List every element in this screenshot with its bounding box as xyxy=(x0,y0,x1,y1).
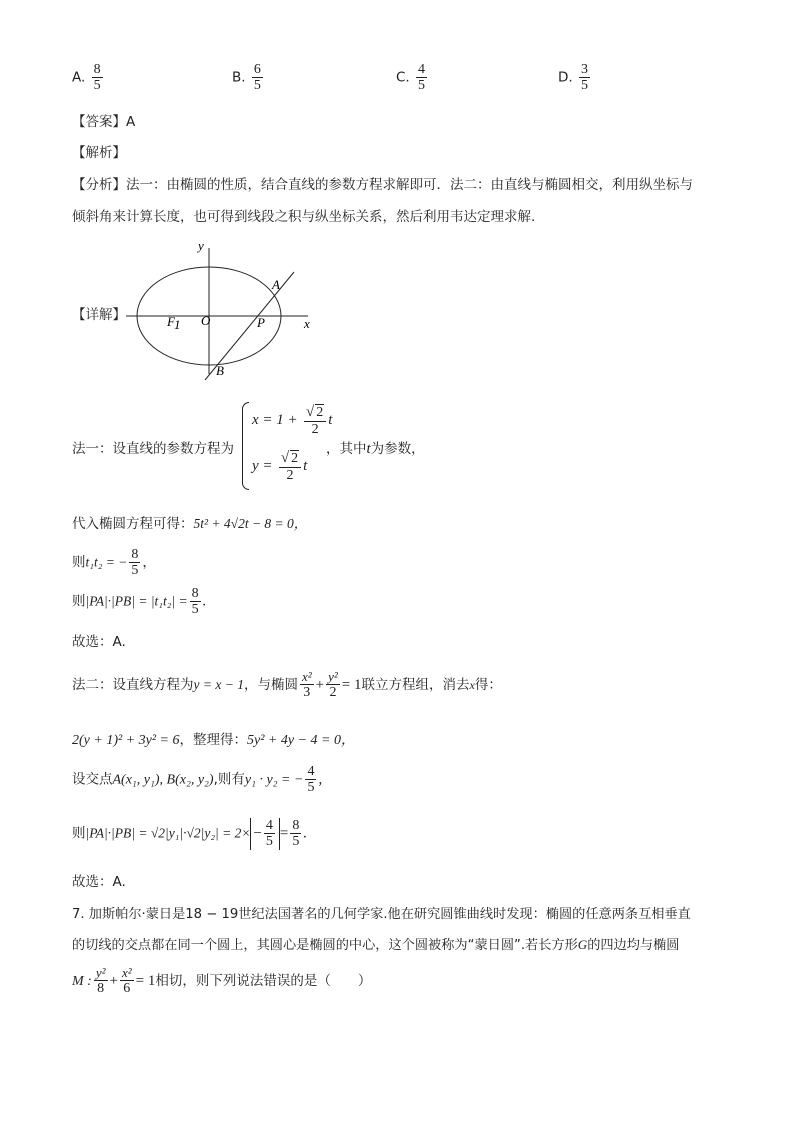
point-p-label: P xyxy=(257,315,265,330)
option-label: C. xyxy=(396,69,410,86)
method2-eq-mid: ，整理得： xyxy=(179,732,247,748)
answer-line xyxy=(72,110,135,130)
method1-res-den: 5 xyxy=(191,602,199,618)
param-t-1: t xyxy=(328,411,333,428)
option-a-den: 5 xyxy=(93,78,101,94)
q7-eq: = 1 xyxy=(135,972,156,989)
method2-res-intro: 则 xyxy=(72,825,86,842)
param-eq-x-left: x = 1 + xyxy=(252,411,298,428)
method2-pts: A(x₁, y₁), B(x₂, y₂) xyxy=(112,772,214,788)
f1-label: F xyxy=(167,314,175,329)
option-b[interactable] xyxy=(232,62,265,94)
method2-pts-den: 5 xyxy=(307,780,315,796)
method2-pts-num: 4 xyxy=(307,764,315,779)
ellipse-figure xyxy=(126,236,322,386)
method1-result-line xyxy=(72,586,206,618)
param-eq-y: y = $\frac{√ 2}{2}$ t xyxy=(252,450,308,483)
q7-y-num: y² xyxy=(95,965,106,980)
method2-choose: 故选：A. xyxy=(72,874,126,890)
f1-subscript: 1 xyxy=(174,317,181,332)
method2-eq-b: 5y² + 4y − 4 = 0， xyxy=(247,733,355,748)
method1-res-intro: 则 xyxy=(72,593,86,610)
method1-sub-intro: 代入椭圆方程可得： xyxy=(72,516,194,532)
method1-prod-den: 5 xyxy=(131,563,139,579)
y-axis-label: y xyxy=(198,238,204,253)
method2-mid: ，与椭圆 xyxy=(243,676,298,693)
x-axis-label: x xyxy=(304,316,310,331)
point-b-label: B xyxy=(216,363,224,378)
q7-line-3-tail: 相切，则下列说法错误的是（ ） xyxy=(155,972,372,989)
method2-res-lhs: |PA|·|PB| = √2|y₁|·√2|y₂| = 2× xyxy=(85,825,251,841)
answer-value: A xyxy=(126,114,136,130)
method1-prod-lhs: t₁t₂ = − xyxy=(85,554,128,570)
method2-tail: 联立方程组，消去 xyxy=(361,676,470,693)
origin-label: O xyxy=(201,313,211,328)
method1-prod-tail: ， xyxy=(142,554,156,571)
method2-eq-a: 2(y + 1)² + 3y² = 6 xyxy=(72,733,180,748)
method2-line-eq: y = x − 1 xyxy=(193,676,244,692)
method1-tail-text-2: 为参数， xyxy=(370,441,425,457)
option-c-den: 5 xyxy=(418,78,426,94)
option-b-num: 6 xyxy=(253,62,261,77)
method2-pts-prod: y₁ · y₂ = − xyxy=(244,772,304,788)
option-label: B. xyxy=(232,69,246,86)
method2-pts-tail: , xyxy=(318,771,323,788)
option-a[interactable] xyxy=(72,62,105,94)
method1-prod-line xyxy=(72,547,156,579)
method2-ell-x-den: 3 xyxy=(303,685,311,701)
q7-line-2 xyxy=(72,934,680,953)
method2-pts-mid: ,则有 xyxy=(213,771,245,788)
method1-choose: 故选：A. xyxy=(72,634,126,650)
option-c-num: 4 xyxy=(418,62,426,77)
q7-plus: + xyxy=(109,972,118,989)
method1-t-var: t xyxy=(366,441,371,457)
q7-line-2-text: 的切线的交点都在同一个圆上，其圆心是椭圆的中心，这个圆被称为“蒙日圆”.若长方形 xyxy=(72,938,578,953)
method1-res-tail: . xyxy=(202,593,207,610)
fenxi-text-1: 法一：由椭圆的性质，结合直线的参数方程求解即可．法二：由直线与椭圆相交，利用纵坐标与 xyxy=(126,177,693,193)
param-eq-x: x = 1 + $\frac{√ 2}{2}$ t xyxy=(252,404,333,437)
q7-x-num: x² xyxy=(121,965,132,980)
answer-tag: 【答案】 xyxy=(72,114,126,130)
method1-res-num: 8 xyxy=(191,586,199,601)
method2-res-abs-den: 5 xyxy=(265,834,273,850)
method2-res-abs-num: 4 xyxy=(265,818,273,833)
method2-intro: 法二：设直线方程为 xyxy=(72,676,194,693)
fenxi-line-2: 倾斜角来计算长度，也可得到线段之积与纵坐标关系，然后利用韦达定理求解. xyxy=(72,209,536,225)
option-c[interactable] xyxy=(396,62,429,94)
param-den-1: 2 xyxy=(311,421,319,437)
analysis-tag: 【解析】 xyxy=(72,145,126,161)
method2-pts-intro: 设交点 xyxy=(72,771,113,788)
method2-res-tail: . xyxy=(303,825,308,842)
q7-x-den: 6 xyxy=(123,981,131,997)
method2-tail-2: 得： xyxy=(474,676,502,693)
method1-prod-intro: 则 xyxy=(72,554,86,571)
method2-ell-x-num: x² xyxy=(301,669,312,684)
method2-ell-y-num: y² xyxy=(328,669,338,684)
param-den-2: 2 xyxy=(286,467,294,483)
method2-ell-y-den: 2 xyxy=(329,685,337,701)
method2-eq-line xyxy=(72,728,355,749)
option-a-num: 8 xyxy=(93,62,101,77)
option-d-den: 5 xyxy=(580,78,588,94)
fenxi-line-1 xyxy=(72,173,693,193)
method2-ell-eq: = 1 xyxy=(341,676,362,693)
method1-tail-text: ，其中 xyxy=(326,441,367,457)
method2-res-num: 8 xyxy=(292,818,300,833)
param-sqrt-2: 2 xyxy=(291,451,299,466)
method1-tail xyxy=(326,437,425,458)
method1-sub-eq: 5t² + 4√2t − 8 = 0， xyxy=(193,516,308,531)
q7-line-2-tail: 的四边均与椭圆 xyxy=(587,938,680,953)
method2-tail-x: x xyxy=(469,677,475,692)
q7-line-3 xyxy=(72,966,371,997)
q7-g-var: G xyxy=(577,937,588,952)
method2-intro-line xyxy=(72,670,502,701)
option-d-num: 3 xyxy=(580,62,588,77)
method1-res-lhs: |PA|·|PB| = |t₁t₂| = xyxy=(85,593,188,609)
detail-tag: 【详解】 xyxy=(72,307,126,323)
method1-prod-num: 8 xyxy=(131,547,139,562)
system-brace xyxy=(242,402,249,490)
method1-intro: 法一：设直线的参数方程为 xyxy=(72,441,234,457)
method2-res-eq: = xyxy=(279,825,289,842)
param-sqrt-1: 2 xyxy=(316,405,324,420)
param-eq-y-left: y = xyxy=(252,457,273,474)
option-label: D. xyxy=(558,69,573,86)
method2-result-line: 则|PA|·|PB| = √2|y₁|·√2|y₂| = 2× − $\frac{4}{5}$ = $\frac{8}{5}$ . xyxy=(72,818,308,850)
method1-sub-line xyxy=(72,512,307,532)
option-label: A. xyxy=(72,69,86,86)
method2-points-line xyxy=(72,764,322,796)
q7-line-1: 7. 加斯帕尔·蒙日是18 − 19世纪法国著名的几何学家.他在研究圆锥曲线时发现：椭圆的任意两条互相垂直 xyxy=(72,907,691,922)
option-d[interactable] xyxy=(558,62,592,94)
method2-res-den: 5 xyxy=(292,834,300,850)
method2-ell-plus: + xyxy=(315,676,325,693)
q7-y-den: 8 xyxy=(97,981,105,997)
point-a-label: A xyxy=(272,277,280,292)
option-b-den: 5 xyxy=(253,78,261,94)
q7-m-label: M : xyxy=(72,973,92,989)
param-t-2: t xyxy=(303,457,308,474)
fenxi-tag: 【分析】 xyxy=(72,177,126,193)
